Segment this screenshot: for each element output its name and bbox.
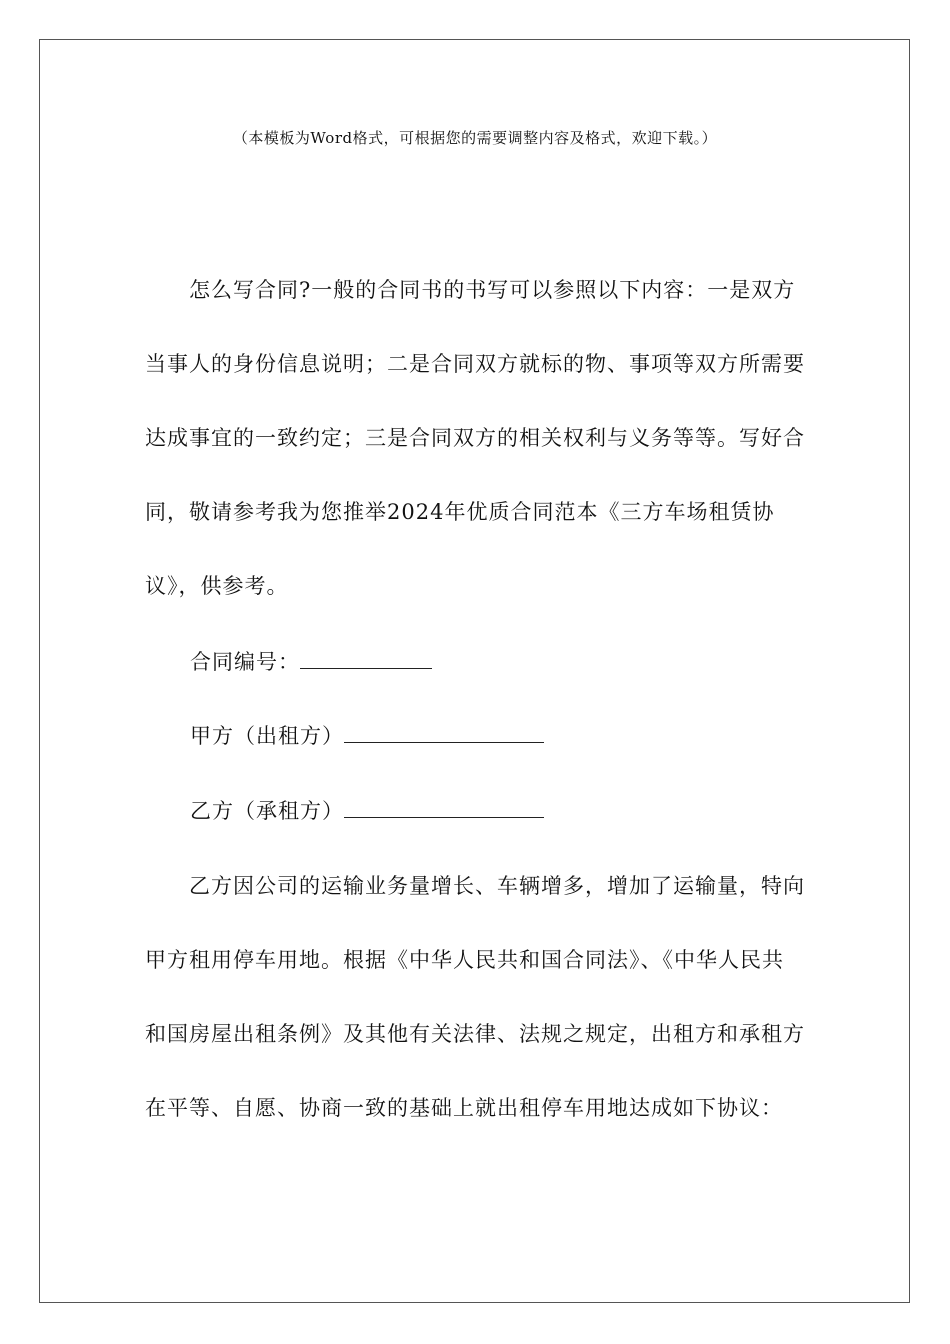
party-b-field [190, 795, 544, 826]
contract-number-blank[interactable] [300, 646, 432, 669]
contract-number-field [190, 646, 432, 677]
intro-paragraph: 怎么写合同?一般的合同书的书写可以参照以下内容：一是双方当事人的身份信息说明；二是合同双方就标的物、事项等双方所需要达成事宜的一致约定；三是合同双方的相关权利与义务等等。写好合同，敬请参考我为您推举2024年优质合同范本《三方车场租赁协议》，供参考。 [145, 278, 805, 598]
party-a-label: 甲方（出租方） [190, 724, 344, 748]
party-a-blank[interactable] [344, 720, 544, 743]
contract-number-label: 合同编号： [190, 650, 300, 674]
main-paragraph: 乙方因公司的运输业务量增长、车辆增多，增加了运输量，特向甲方租用停车用地。根据《中华人民共和国合同法》、《中华人民共和国房屋出租条例》及其他有关法律、法规之规定，出租方和承租方在平等、自愿、协商一致的基础上就出租停车用地达成如下协议： [145, 874, 805, 1120]
party-b-label: 乙方（承租方） [190, 799, 344, 823]
template-note: （本模板为Word格式，可根据您的需要调整内容及格式，欢迎下载。） [232, 129, 718, 147]
party-a-field [190, 720, 544, 751]
party-b-blank[interactable] [344, 795, 544, 818]
